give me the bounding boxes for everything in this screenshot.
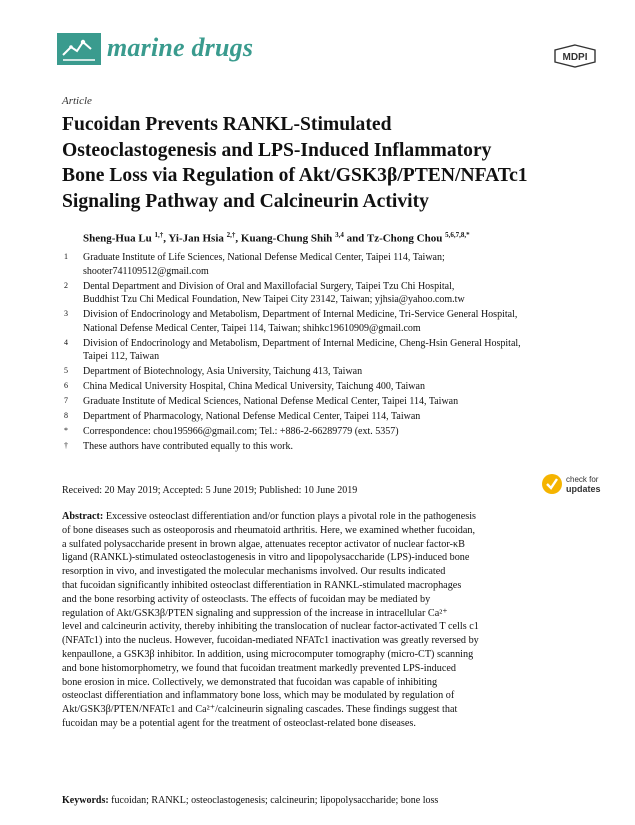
abstract-line: and bone histomorphometry, we found that fucoidan treatment markedly prevented LPS-induced bbox=[62, 662, 456, 674]
affiliation-marker: 6 bbox=[64, 381, 68, 390]
abstract-line: Akt/GSK3β/PTEN/NFATc1 and Ca²⁺/calcineurin signaling cascades. These findings suggest that bbox=[62, 704, 458, 716]
check-for-updates-badge[interactable] bbox=[540, 470, 610, 498]
affiliation-item bbox=[62, 251, 602, 278]
abstract-text: Excessive osteoclast differentiation and/or function plays a pivotal role in the pathogenesis bbox=[105, 511, 476, 522]
author-name[interactable]: Kuang-Chung Shih bbox=[240, 232, 333, 245]
affiliation-marker: † bbox=[64, 441, 68, 450]
affiliation-marker: 1 bbox=[64, 252, 68, 261]
affiliation-text: Department of Pharmacology, National Defense Medical Center, Taipei 114, Taiwan bbox=[83, 411, 421, 422]
author-affil-sup: 5,6,7,8,* bbox=[445, 231, 470, 239]
affiliation-text: Taipei 112, Taiwan bbox=[83, 351, 160, 362]
affiliation-text: These authors have contributed equally to this work. bbox=[83, 441, 293, 452]
title-line: Signaling Pathway and Calcineurin Activity bbox=[62, 190, 429, 212]
affiliation-marker: 4 bbox=[64, 337, 68, 347]
affiliation-item bbox=[62, 280, 602, 307]
title-line: Osteoclastogenesis and LPS-Induced Inflammatory bbox=[62, 139, 492, 161]
affiliation-item bbox=[62, 425, 602, 439]
affiliation-marker: 7 bbox=[64, 396, 68, 405]
author-name[interactable]: Sheng-Hua Lu bbox=[83, 232, 152, 245]
keywords-label: Keywords: bbox=[62, 795, 109, 806]
affiliation-email[interactable]: shooter741109512@gmail.com bbox=[83, 265, 209, 277]
svg-text:MDPI: MDPI bbox=[562, 52, 588, 63]
affiliation-text: National Defense Medical Center, Taipei 114, Taiwan; shihkc19610909@gmail.com bbox=[83, 322, 421, 334]
affiliation-marker: * bbox=[64, 426, 68, 435]
author-affil-sup: 3,4 bbox=[335, 231, 344, 239]
affiliation-text: Division of Endocrinology and Metabolism, Department of Internal Medicine, Tri-Service General Hospital, bbox=[83, 309, 518, 320]
title-line: Fucoidan Prevents RANKL-Stimulated bbox=[62, 114, 392, 135]
abstract-line: a sulfated polysaccharide present in brown algae, attenuates receptor activator of nuclear factor-κB bbox=[62, 538, 465, 550]
author-sep: , bbox=[163, 232, 169, 245]
article-type: Article bbox=[62, 95, 92, 107]
affiliation-item bbox=[62, 380, 602, 394]
affiliation-text: China Medical University Hospital, China Medical University, Taichung 400, Taiwan bbox=[83, 381, 425, 392]
abstract-line: (NFATc1) into the nucleus. However, fucoidan-mediated NFATc1 inactivation was greatly reversed by bbox=[62, 635, 479, 647]
publication-dates: Received: 20 May 2019; Accepted: 5 June 2019; Published: 10 June 2019 bbox=[62, 485, 358, 496]
abstract-line: kenpaullone, a GSK3β inhibitor. In addition, using microcomputer tomography (micro-CT) scanning bbox=[62, 648, 474, 660]
abstract-line: of bone diseases such as osteoporosis and rheumatoid arthritis. Here, we examined whether fucoidan, bbox=[62, 524, 476, 536]
author-name[interactable]: Tz-Chong Chou bbox=[366, 232, 443, 245]
affiliation-item bbox=[62, 308, 602, 335]
affiliation-text: Graduate Institute of Life Sciences, National Defense Medical Center, Taipei 114, Taiwan; bbox=[83, 252, 445, 263]
abstract-line: that fucoidan significantly inhibited osteoclast differentiation in RANKL-stimulated macrophages bbox=[62, 579, 462, 591]
abstract-line: and the bone resorbing activity of osteoclasts. The effects of fucoidan may be mediated by bbox=[62, 593, 431, 605]
abstract-line: regulation of Akt/GSK3β/PTEN signaling and suppression of the increase in intracellular Ca²⁺ bbox=[62, 607, 448, 619]
abstract-line: fucoidan may be a potential agent for the treatment of osteoclast-related bone diseases. bbox=[62, 717, 416, 729]
affiliation-item bbox=[62, 395, 602, 409]
mdpi-logo-icon bbox=[553, 44, 597, 68]
affiliation-text: Department of Biotechnology, Asia University, Taichung 413, Taiwan bbox=[83, 366, 363, 377]
affiliation-text: Graduate Institute of Medical Sciences, National Defense Medical Center, Taipei 114, Taiwan bbox=[83, 396, 459, 407]
affiliation-text: Division of Endocrinology and Metabolism, Department of Internal Medicine, Cheng-Hsin General Hospital, bbox=[83, 337, 521, 349]
author-affil-sup: 2,† bbox=[226, 231, 236, 239]
correspondence-text[interactable]: Correspondence: chou195966@gmail.com; Tel.: +886-2-66289779 (ext. 5357) bbox=[83, 426, 399, 437]
author-sep: and bbox=[343, 232, 367, 245]
svg-text:updates: updates bbox=[566, 484, 601, 494]
article-title bbox=[62, 112, 602, 214]
affiliation-item bbox=[62, 337, 602, 364]
affiliation-list bbox=[62, 251, 602, 455]
abstract-line: bone erosion in mice. Collectively, we demonstrated that fucoidan was capable of inhibiting bbox=[62, 676, 438, 688]
abstract-line: level and calcineurin activity, thereby inhibiting the translocation of nuclear factor-activated T cells c1 bbox=[62, 621, 479, 633]
journal-name: marine drugs bbox=[107, 33, 254, 62]
affiliation-marker: 8 bbox=[64, 411, 68, 420]
keywords-section bbox=[62, 795, 438, 806]
author-affil-sup: 1,† bbox=[154, 231, 164, 239]
abstract-line: ligand (RANKL)-stimulated osteoclastogenesis in vitro and lipopolysaccharide (LPS)-induced bone bbox=[62, 552, 470, 564]
affiliation-text: Dental Department and Division of Oral and Maxillofacial Surgery, Taipei Tzu Chi Hospital, bbox=[83, 280, 455, 292]
author-name[interactable]: Yi-Jan Hsia bbox=[168, 232, 224, 245]
affiliation-marker: 3 bbox=[64, 309, 68, 318]
affiliation-item bbox=[62, 440, 602, 454]
title-line: Bone Loss via Regulation of Akt/GSK3β/PTEN/NFATc1 bbox=[62, 165, 528, 186]
abstract-label: Abstract: bbox=[62, 511, 104, 522]
svg-text:check for: check for bbox=[566, 475, 599, 484]
abstract-section bbox=[62, 510, 607, 731]
keywords-text: fucoidan; RANKL; osteoclastogenesis; calcineurin; lipopolysaccharide; bone loss bbox=[111, 795, 439, 806]
journal-logo-icon bbox=[57, 33, 101, 65]
affiliation-marker: 5 bbox=[64, 366, 68, 375]
author-list bbox=[83, 231, 470, 245]
abstract-line: resorption in vivo, and investigated the molecular mechanisms involved. Our results indicated bbox=[62, 566, 446, 578]
affiliation-marker: 2 bbox=[64, 280, 68, 290]
abstract-line: osteoclast differentiation and inflammatory bone loss, which may be modulated by regulation of bbox=[62, 690, 455, 702]
author-sep: , bbox=[235, 232, 241, 245]
affiliation-item bbox=[62, 410, 602, 424]
abstract-line bbox=[62, 510, 607, 524]
affiliation-text: Buddhist Tzu Chi Medical Foundation, New Taipei City 23142, Taiwan; yjhsia@yahoo.com.tw bbox=[83, 294, 465, 305]
affiliation-item bbox=[62, 365, 602, 379]
